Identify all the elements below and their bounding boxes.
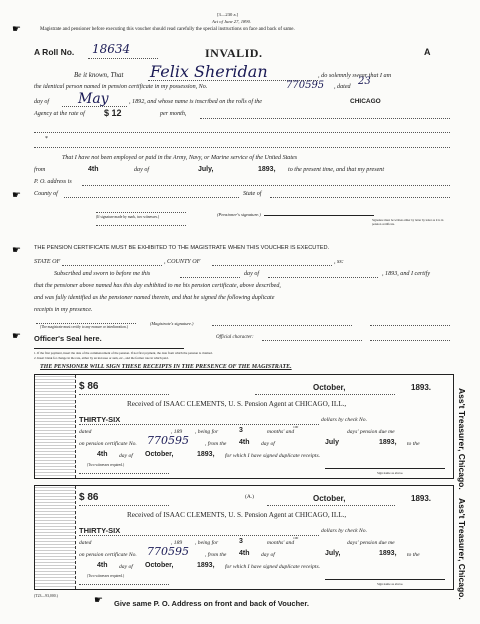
receipt-days: days' pension due me (347, 429, 395, 435)
subscribed-year: , 1893, and I certify (382, 271, 431, 277)
receipt-from-month: July (325, 439, 340, 446)
receipt-from-month: July, (325, 550, 341, 557)
receipt-hundredths: 100 (293, 536, 299, 540)
receipt-amount-words: THIRTY-SIX (79, 526, 121, 535)
receipt-card (34, 374, 454, 479)
receipt-two-witnesses: (Two witnesses required.) (87, 463, 125, 467)
receipt-to-day: 4th (97, 451, 108, 458)
receipt-from-day: 4th (239, 550, 250, 557)
pointing-hand-icon: ☛ (12, 331, 21, 342)
pensioner-name: Felix Sheridan (150, 62, 268, 81)
receipt-sign-here: Sign name as above. (377, 471, 404, 475)
pointing-hand-icon: ☛ (12, 24, 21, 35)
oath-line2-pre: the identical person named in pension certificate in my possession, No. (34, 84, 208, 90)
ss-label: , ss: (334, 259, 344, 265)
receipt-from-year: 1893, (379, 439, 397, 446)
roll-label: A Roll No. (34, 47, 75, 57)
footnote-2: 2. Insert blank for change in the rate, either by an increase or sum, etc., and the former rate in which paid. (34, 356, 169, 360)
magistrate-heading: THE PENSION CERTIFICATE MUST BE EXHIBITED TO THE MAGISTRATE WHEN THIS VOUCHER IS EXECUTED. (34, 245, 330, 251)
receipt-being-for: , being for (195, 540, 219, 546)
receipt-month: October, (313, 494, 346, 503)
receipt-amount: $ 86 (79, 381, 99, 392)
employment-month: July, (198, 166, 214, 173)
receipt-marker: (A.) (245, 494, 255, 500)
receipt-to-dayof: day of (119, 564, 133, 570)
pointing-hand-icon: ☛ (94, 595, 103, 606)
sign-receipts-heading: THE PENSIONER WILL SIGN THESE RECEIPTS IN THE PRESENCE OF THE MAGISTRATE. (40, 364, 292, 370)
class-title: INVALID. (205, 46, 263, 60)
pointing-hand-icon: ☛ (12, 190, 21, 201)
receipt-to-dayof: day of (119, 453, 133, 459)
county-of-label: , COUNTY OF (164, 259, 201, 265)
receipt-dollars: dollars by check No. (321, 528, 367, 534)
pension-rate: $ 12 (104, 108, 122, 118)
stub-hatching (35, 486, 76, 589)
agency-name: CHICAGO (350, 98, 381, 105)
state-label: State of (243, 191, 262, 197)
official-character-label: Official character: (216, 335, 254, 340)
receipt-days: days' pension due me (347, 540, 395, 546)
act-date: Act of June 27, 1890. (212, 19, 252, 24)
receipt-amount: $ 86 (79, 492, 99, 503)
receipt-dated: dated (79, 429, 92, 435)
footnote-1: 1. If the first payment, insert the date of the commencement of the pension. If not first payment, the date from which the pension is claimed. (34, 351, 213, 355)
receipt-months-count: 3 (239, 427, 243, 434)
state-of-label: STATE OF (34, 259, 61, 265)
oath-line3-post: , 1892, and whose name is inscribed on the rolls of the (129, 99, 262, 105)
oath-line3-pre: day of (34, 99, 50, 105)
pensioner-signature-label: (Pensioner's signature.) (217, 212, 261, 217)
certificate-day: 23 (358, 76, 371, 87)
employment-dayof: day of (134, 167, 150, 173)
receipt-from-year: 1893, (379, 550, 397, 557)
receipt-day-of: day of (261, 552, 275, 558)
class-letter: A (424, 47, 431, 57)
oath-dated: , dated (334, 84, 351, 90)
treasurer-stamp: Ass't Treasurer, Chicago. (457, 388, 467, 490)
receipt-from-day: 4th (239, 439, 250, 446)
asterisk-mark: * (45, 136, 48, 142)
po-address-label: P. O. address is (34, 179, 72, 185)
receipt-hundredths: 100 (293, 425, 299, 429)
receipt-dated: dated (79, 540, 92, 546)
receipt-cert-no: 770595 (147, 545, 189, 558)
subscribed-dayof: day of (244, 271, 260, 277)
subscribed-line1: Subscribed and sworn to before me this (54, 271, 151, 277)
certificate-month: May (78, 91, 109, 107)
receipt-card (34, 485, 454, 590)
stub-hatching (35, 375, 76, 478)
receipt-to-the: to the (407, 552, 420, 558)
oath-line4-post: per month, (160, 111, 187, 117)
subscribed-line3: and was fully identified as the pensioner named therein, and that he signed the following duplicate (34, 295, 275, 301)
employment-line1: That I have not been employed or paid in the Army, Navy, or Marine service of the United States (62, 155, 298, 161)
subscribed-line2: that the pensioner above named has this day exhibited to me his pension certificate, above described, (34, 283, 281, 289)
signature-note: Signature must be written either by letter by letter as it is in pension certificate. (372, 218, 444, 226)
receipt-closing: for which I have signed duplicate receipts. (225, 453, 321, 459)
employment-year: 1893, (258, 166, 276, 173)
pointing-hand-icon: ☛ (12, 245, 21, 256)
receipt-from-the: , from the (205, 552, 227, 558)
witness-note: (If signature made by mark, two witnesses.) (96, 215, 160, 219)
magistrate-signature-label: (Magistrate's signature.) (150, 321, 194, 326)
roll-number: 18634 (92, 42, 131, 56)
receipt-to-year: 1893, (197, 451, 215, 458)
receipt-being-for: , being for (195, 429, 219, 435)
receipt-months: months' and (267, 429, 295, 435)
receipt-dollars: dollars by check No. (321, 417, 367, 423)
employment-day: 4th (88, 166, 99, 173)
receipt-two-witnesses: (Two witnesses required.) (87, 574, 125, 578)
receipt-to-month: October, (145, 562, 174, 569)
receipt-months: months' and (267, 540, 295, 546)
county-label: County of (34, 191, 58, 197)
employment-post: to the present time, and that my present (288, 167, 385, 173)
oath-line4-pre: Agency at the rate of (34, 111, 85, 117)
receipt-amount-words: THIRTY-SIX (79, 415, 121, 424)
receipt-on-cert: on pension certificate No. (79, 441, 137, 447)
instruction-line: Magistrate and pensioner before executing this voucher should read carefully the special instructions on face and back of same. (40, 27, 295, 32)
officer-seal-label: Officer's Seal here. (34, 334, 102, 343)
receipt-received: Received of ISAAC CLEMENTS, U. S. Pension Agent at CHICAGO, ILL., (127, 400, 347, 408)
receipt-from-the: , from the (205, 441, 227, 447)
oath-line1-pre: Be it known, That (74, 71, 124, 79)
receipt-on-cert: on pension certificate No. (79, 552, 137, 558)
receipt-to-year: 1893, (197, 562, 215, 569)
receipt-months-count: 3 (239, 538, 243, 545)
receipt-month: October, (313, 383, 346, 392)
receipt-year: 1893. (411, 494, 432, 503)
form-number: [3—230 a.] (217, 12, 239, 17)
receipt-year: 1893. (411, 383, 432, 392)
receipt-closing: for which I have signed duplicate receipts. (225, 564, 321, 570)
erasure-note: (The magistrate must certify to any erasure or interlineation.) (40, 325, 128, 329)
receipt-yr189: , 189 (171, 540, 183, 546)
receipt-day-of: day of (261, 441, 275, 447)
receipt-received: Received of ISAAC CLEMENTS, U. S. Pension Agent at CHICAGO, ILL., (127, 511, 347, 519)
receipt-to-day: 4th (97, 562, 108, 569)
certificate-number: 770595 (286, 80, 325, 91)
subscribed-line4: receipts in my presence. (34, 307, 93, 313)
footer-note: Give same P. O. Address on front and back of Voucher. (114, 599, 309, 608)
oath-line1-post: , do solemnly swear that I am (318, 72, 392, 79)
treasurer-stamp: Ass't Treasurer, Chicago. (457, 498, 467, 600)
print-code: (T23—93,000.) (34, 594, 58, 598)
receipt-sign-here: Sign name as above. (377, 582, 404, 586)
receipt-yr189: , 189 (171, 429, 183, 435)
receipt-to-the: to the (407, 441, 420, 447)
receipt-to-month: October, (145, 451, 174, 458)
receipt-cert-no: 770595 (147, 434, 189, 447)
employment-from: from (34, 167, 46, 173)
